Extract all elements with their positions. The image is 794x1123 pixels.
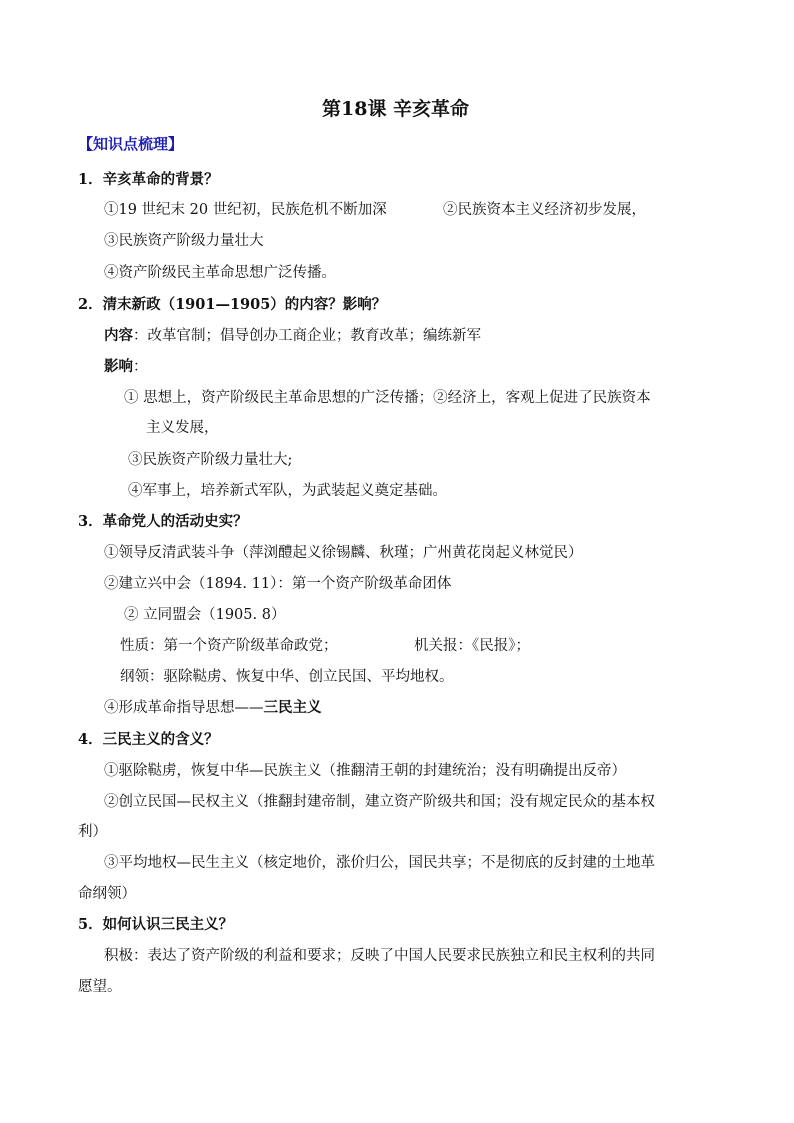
section-label: 【知识点梳理】 xyxy=(78,135,184,153)
q1-item2: ②民族资本主义经济初步发展， xyxy=(443,202,646,218)
q2-influence-item4: ④军事上，培养新式军队，为武装起义奠定基础。 xyxy=(128,483,447,499)
q2-content-label: 内容 xyxy=(104,327,133,344)
q4-item3-cont: 命纲领） xyxy=(78,886,136,902)
q2-influence xyxy=(104,357,148,377)
page-title: 第18课 辛亥革命 xyxy=(322,98,470,120)
q2-content-text: ：改革官制；倡导创办工商企业；教育改革；编练新军 xyxy=(133,328,481,344)
q5-line1: 积极：表达了资产阶级的利益和要求；反映了中国人民要求民族独立和民主权利的共同 xyxy=(104,948,655,964)
q3-item4-prefix: ④形成革命指导思想—— xyxy=(104,700,264,716)
q2-influence-item1-cont: 主义发展， xyxy=(146,420,219,436)
q1-item3: ③民族资产阶级力量壮大 xyxy=(104,233,264,249)
q4-item2: ②创立民国—民权主义（推翻封建帝制，建立资产阶级共和国；没有规定民众的基本权 xyxy=(104,794,655,810)
q3-heading: 3．革命党人的活动史实？ xyxy=(78,513,248,530)
q2-content xyxy=(104,326,481,346)
q3-item4-bold: 三民主义 xyxy=(263,699,322,716)
q2-influence-item1: ① 思想上，资产阶级民主革命思想的广泛传播；②经济上，客观上促进了民族资本 xyxy=(124,390,651,406)
q1-item1: ①19 世纪末 20 世纪初，民族危机不断加深 xyxy=(104,202,387,218)
q4-item2-cont: 利） xyxy=(78,824,107,840)
q5-line2: 愿望。 xyxy=(78,979,122,995)
q1-item4: ④资产阶级民主革命思想广泛传播。 xyxy=(104,265,336,281)
q4-item1: ①驱除鞑虏，恢复中华—民族主义（推翻清王朝的封建统治；没有明确提出反帝） xyxy=(104,763,626,779)
q2-influence-colon: ： xyxy=(133,359,148,375)
q3-organ: 机关报：《民报》； xyxy=(414,638,530,654)
q3-item3: ② 立同盟会（1905. 8） xyxy=(124,607,286,623)
q2-influence-item3: ③民族资产阶级力量壮大; xyxy=(128,452,293,468)
q3-item1: ①领导反清武装斗争（萍浏醴起义徐锡麟、秋瑾；广州黄花岗起义林觉民） xyxy=(104,545,583,561)
q2-influence-label: 影响 xyxy=(104,358,133,375)
q4-heading: 4．三民主义的含义？ xyxy=(78,731,219,748)
q3-item2: ②建立兴中会（1894. 11）：第一个资产阶级革命团体 xyxy=(104,576,452,592)
q3-program: 纲领：驱除鞑虏、恢复中华、创立民国、平均地权。 xyxy=(120,669,454,685)
q2-heading: 2．清末新政（1901—1905）的内容？影响？ xyxy=(78,296,387,313)
q4-item3: ③平均地权—民生主义（核定地价，涨价归公，国民共享；不是彻底的反封建的土地革 xyxy=(104,855,655,871)
q3-nature: 性质：第一个资产阶级革命政党； xyxy=(120,638,338,654)
q1-heading: 1．辛亥革命的背景？ xyxy=(78,171,219,188)
q5-heading: 5．如何认识三民主义？ xyxy=(78,916,234,933)
q3-item4 xyxy=(104,698,322,718)
